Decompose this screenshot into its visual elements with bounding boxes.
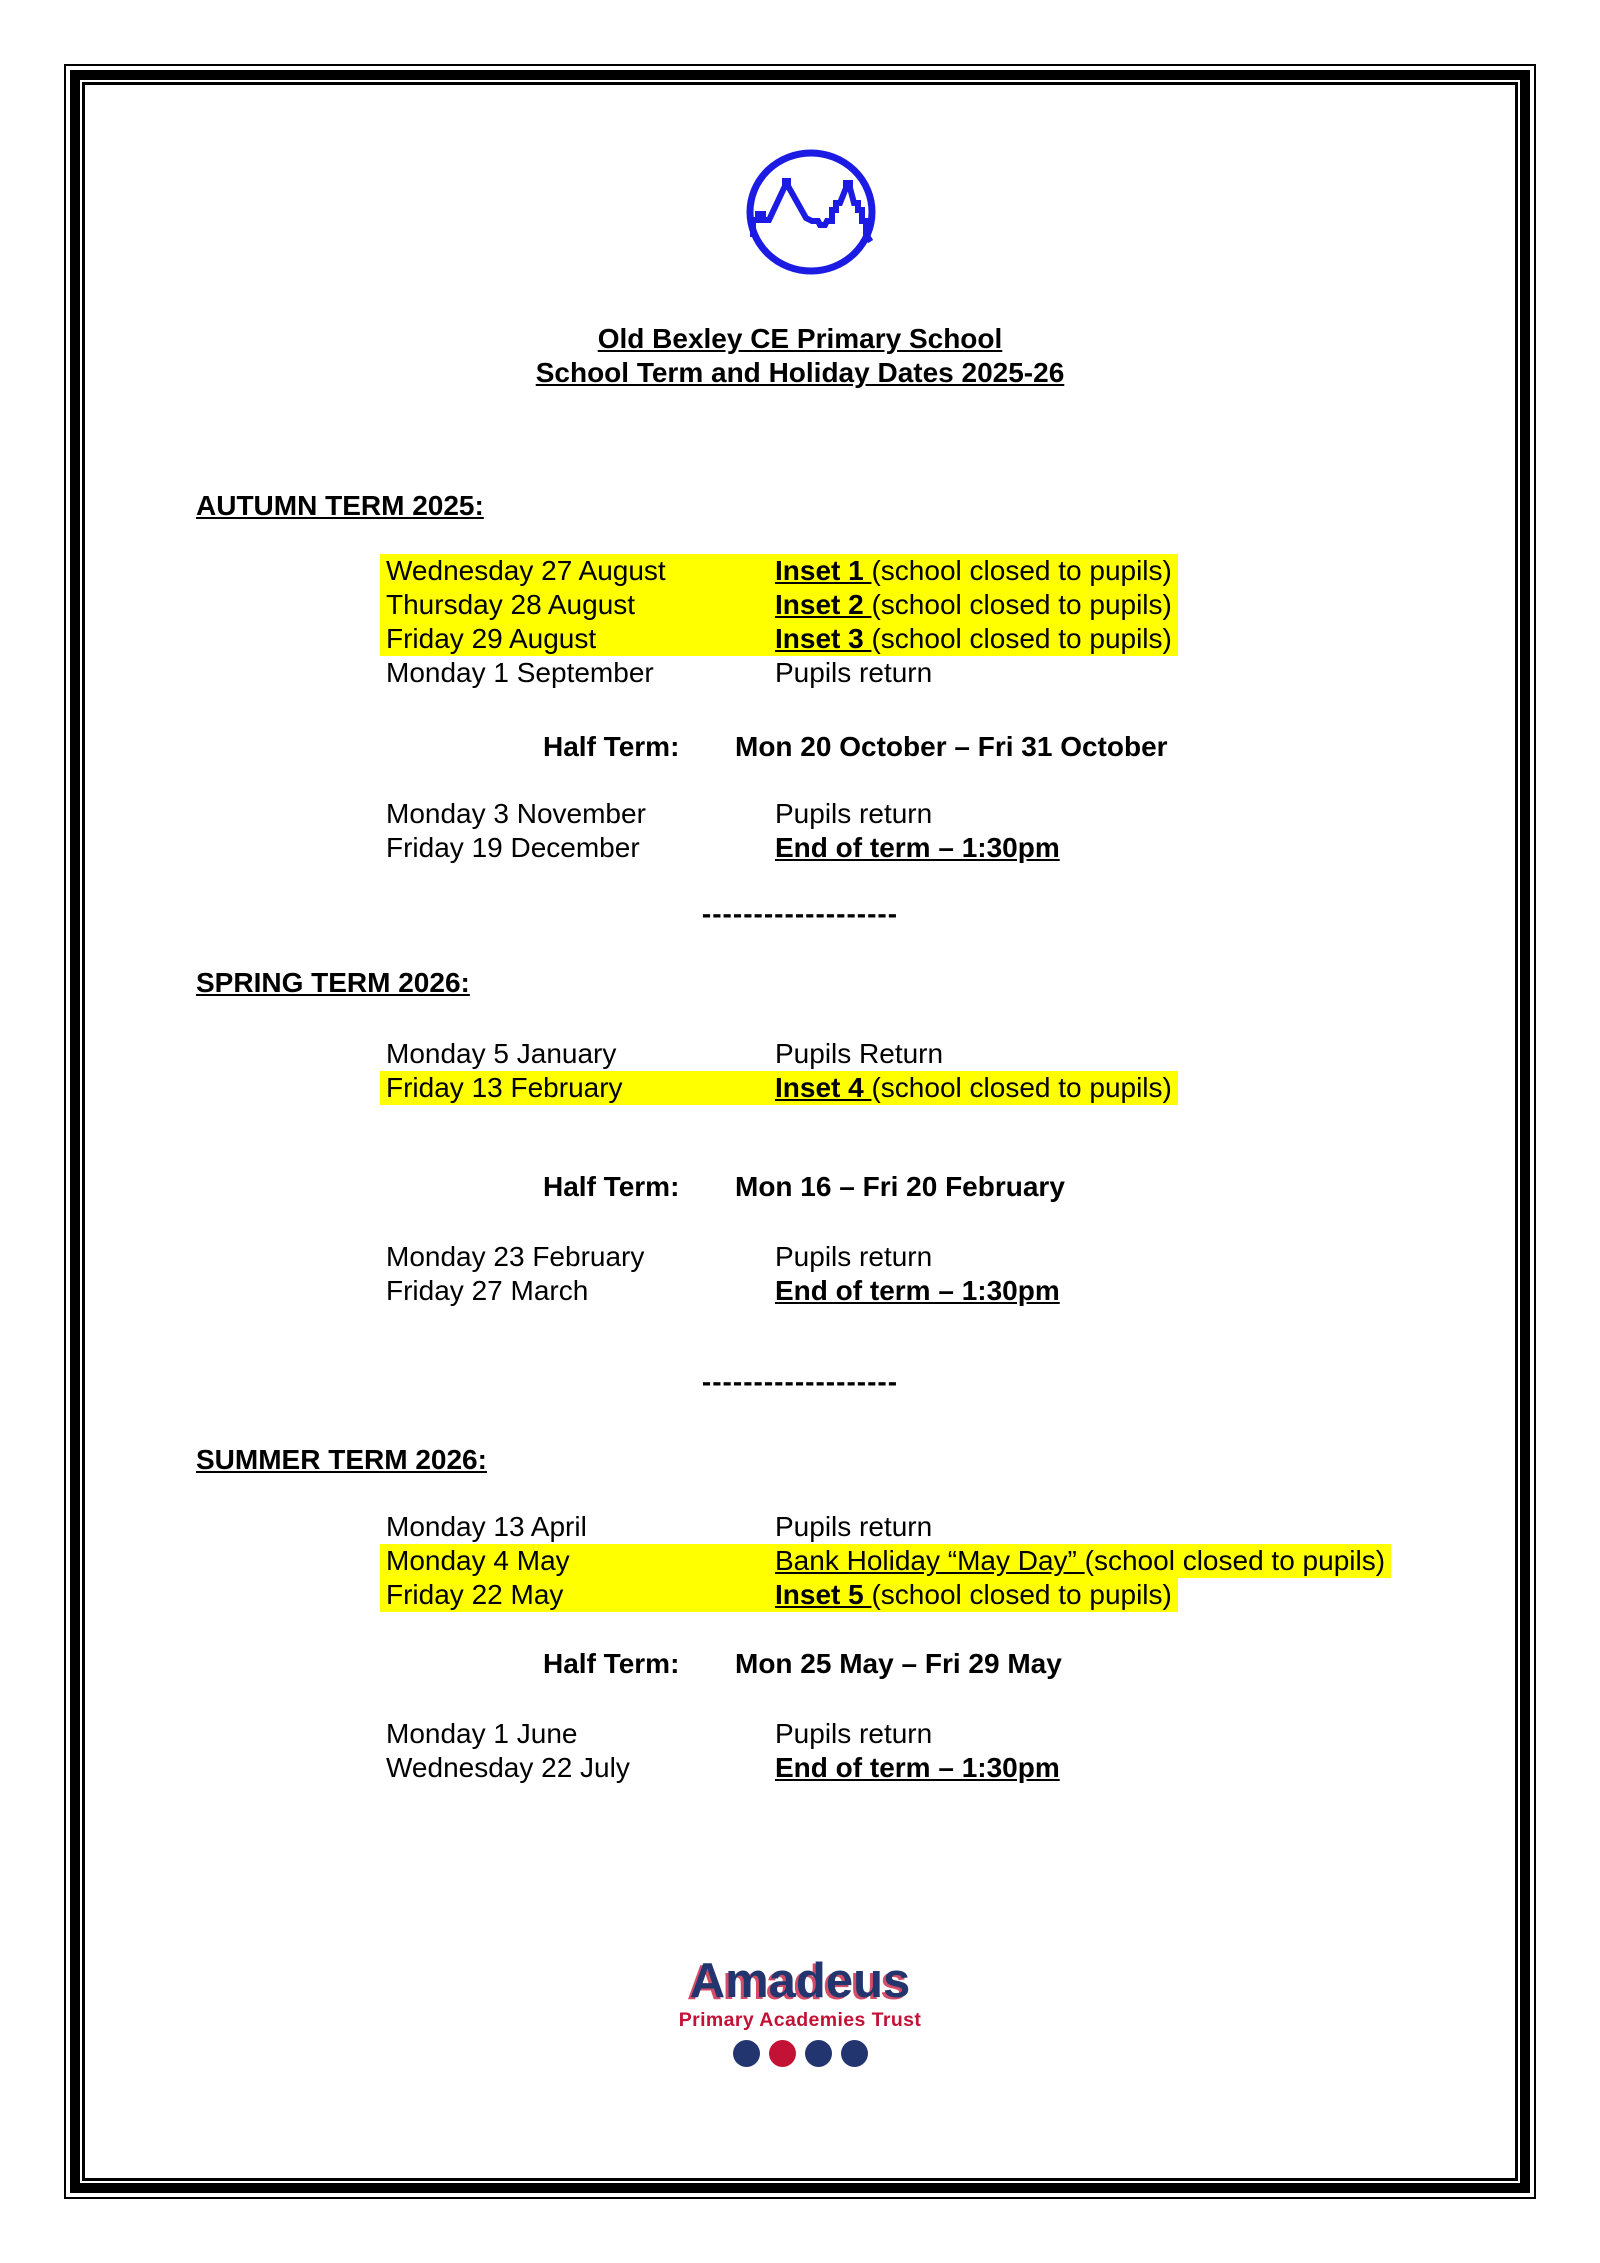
table-row [380, 1510, 1391, 1544]
date-cell: Monday 13 April [386, 1511, 587, 1542]
date-cell: Friday 29 August [386, 623, 597, 654]
event-cell: End of term – 1:30pm [775, 1752, 1060, 1783]
date-cell: Friday 27 March [386, 1275, 589, 1306]
date-cell: Wednesday 27 August [386, 555, 666, 586]
autumn-half-term-row [543, 730, 1168, 764]
date-cell: Wednesday 22 July [386, 1752, 630, 1783]
section-separator: ------------------- [701, 1366, 899, 1397]
date-cell: Friday 13 February [386, 1072, 623, 1103]
trust-dot [769, 2040, 796, 2067]
table-row [380, 1037, 1178, 1071]
term-heading-summer: SUMMER TERM 2026: [196, 1444, 487, 1475]
document-subtitle: School Term and Holiday Dates 2025-26 [535, 357, 1065, 388]
spring-end-rows [380, 1240, 1066, 1308]
trust-subtitle: Primary Academies Trust [678, 2009, 922, 2031]
date-cell: Friday 19 December [386, 832, 640, 863]
event-cell: Inset 2 (school closed to pupils) [775, 589, 1172, 620]
trust-dot [733, 2040, 760, 2067]
half-term-label: Half Term: [543, 1171, 680, 1202]
event-cell: Bank Holiday “May Day” (school closed to pupils) [775, 1545, 1386, 1576]
section-separator: ------------------- [701, 898, 899, 929]
date-cell: Friday 22 May [386, 1579, 564, 1610]
date-cell: Thursday 28 August [386, 589, 636, 620]
page-border-inner-rule [82, 82, 1518, 2181]
date-cell: Monday 23 February [386, 1241, 645, 1272]
summer-start-rows [380, 1510, 1391, 1612]
table-row [380, 622, 1178, 656]
table-row [380, 1578, 1391, 1612]
table-row [380, 1274, 1066, 1308]
event-cell: End of term – 1:30pm [775, 832, 1060, 863]
event-cell: Pupils return [775, 1241, 933, 1272]
term-heading-spring: SPRING TERM 2026: [196, 967, 470, 998]
church-silhouette-icon [742, 146, 880, 282]
table-row [380, 1544, 1391, 1578]
autumn-end-rows [380, 797, 1066, 865]
event-cell: Inset 4 (school closed to pupils) [775, 1072, 1172, 1103]
table-row [380, 656, 1178, 690]
table-row [380, 1751, 1066, 1785]
summer-half-term-row [543, 1647, 1062, 1681]
term-heading-autumn: AUTUMN TERM 2025: [196, 490, 484, 521]
table-row [380, 588, 1178, 622]
half-term-dates: Mon 25 May – Fri 29 May [735, 1648, 1062, 1679]
date-cell: Monday 4 May [386, 1545, 570, 1576]
table-row [380, 797, 1066, 831]
date-cell: Monday 3 November [386, 798, 646, 829]
document-title-block [0, 322, 1600, 390]
half-term-label: Half Term: [543, 1648, 680, 1679]
date-cell: Monday 1 September [386, 657, 654, 688]
table-row [380, 831, 1066, 865]
date-cell: Monday 5 January [386, 1038, 617, 1069]
trust-dots [0, 2040, 1600, 2067]
event-cell: Pupils return [775, 657, 933, 688]
trust-brand-name: Amadeus [689, 1954, 911, 2008]
autumn-start-rows [380, 554, 1178, 690]
event-cell: Inset 5 (school closed to pupils) [775, 1579, 1172, 1610]
table-row [380, 554, 1178, 588]
summer-end-rows [380, 1717, 1066, 1785]
school-logo [742, 146, 880, 282]
half-term-dates: Mon 16 – Fri 20 February [735, 1171, 1065, 1202]
trust-logo [0, 1956, 1600, 2067]
half-term-dates: Mon 20 October – Fri 31 October [735, 731, 1168, 762]
table-row [380, 1717, 1066, 1751]
half-term-label: Half Term: [543, 731, 680, 762]
event-cell: Pupils Return [775, 1038, 944, 1069]
trust-dot [805, 2040, 832, 2067]
document-title: Old Bexley CE Primary School [597, 323, 1003, 354]
date-cell: Monday 1 June [386, 1718, 578, 1749]
table-row [380, 1240, 1066, 1274]
spring-half-term-row [543, 1170, 1065, 1204]
spring-start-rows [380, 1037, 1178, 1105]
event-cell: Pupils return [775, 1511, 933, 1542]
event-cell: Inset 1 (school closed to pupils) [775, 555, 1172, 586]
table-row [380, 1071, 1178, 1105]
trust-dot [841, 2040, 868, 2067]
event-cell: Pupils return [775, 798, 933, 829]
event-cell: Inset 3 (school closed to pupils) [775, 623, 1172, 654]
event-cell: End of term – 1:30pm [775, 1275, 1060, 1306]
event-cell: Pupils return [775, 1718, 933, 1749]
